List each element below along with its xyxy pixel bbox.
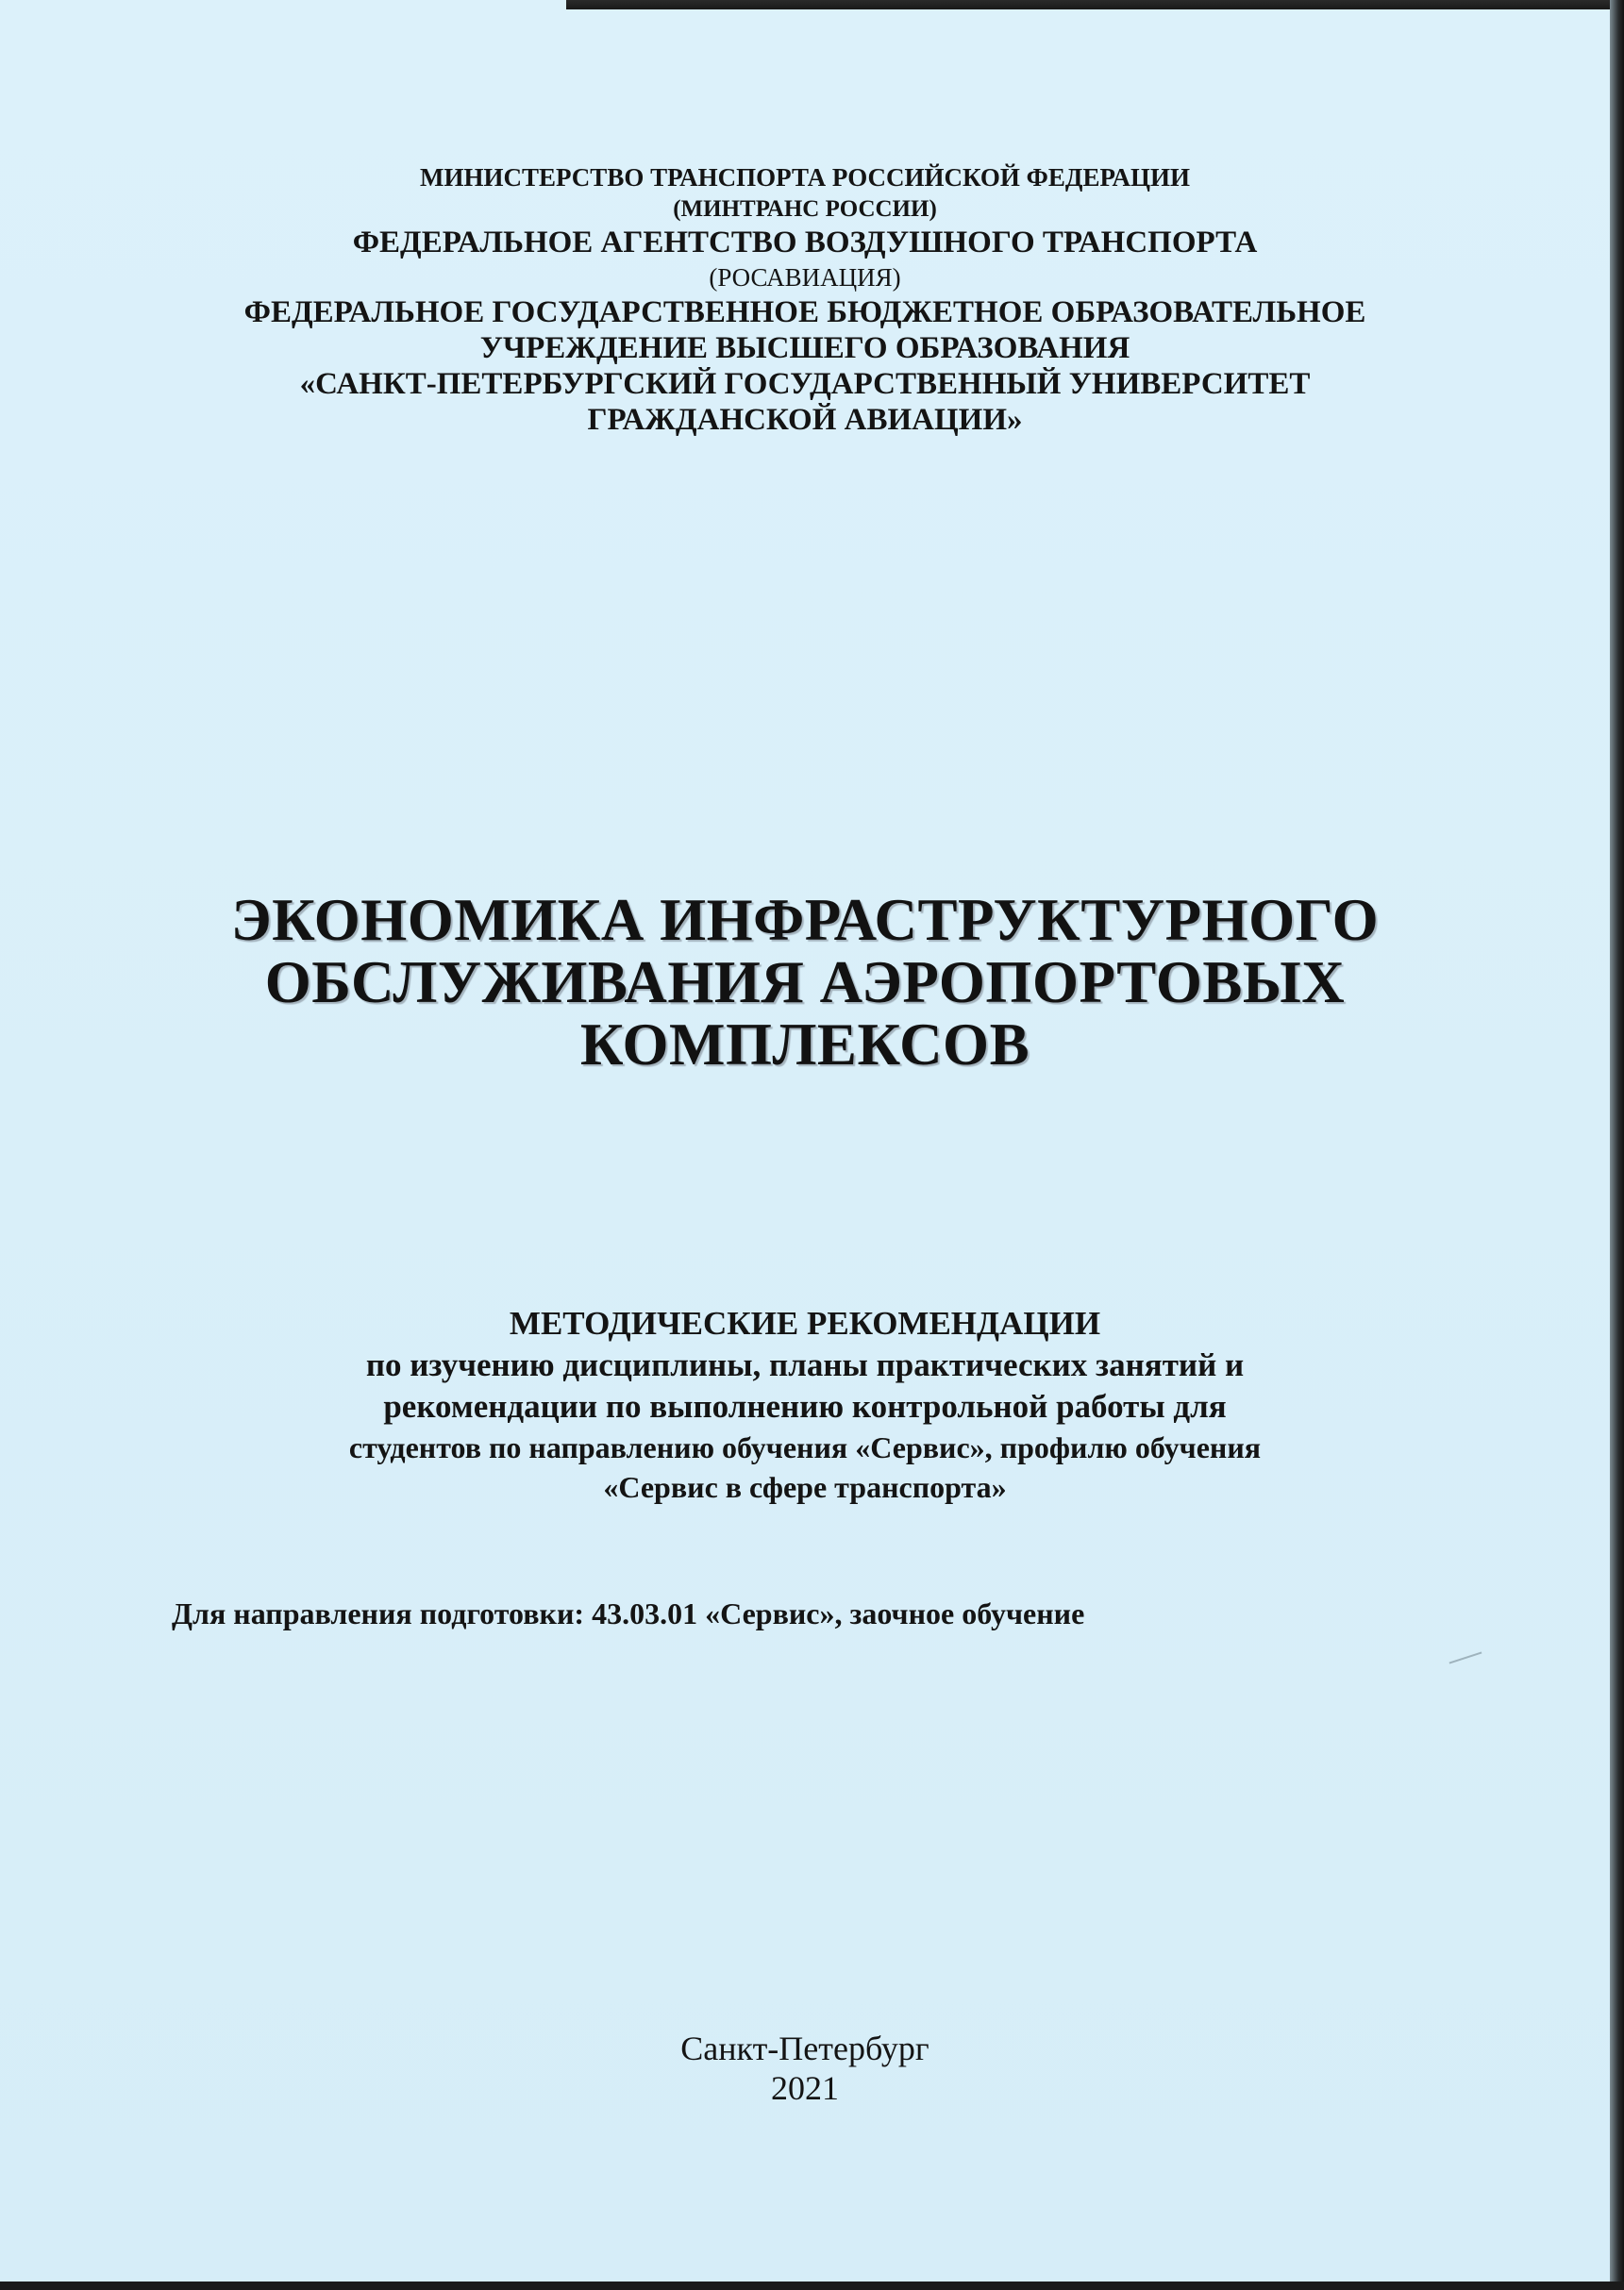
scan-right-edge	[1610, 0, 1624, 2290]
institution-type-line2: УЧРЕЖДЕНИЕ ВЫСШЕГО ОБРАЗОВАНИЯ	[479, 331, 1130, 365]
agency-short-name: (РОСАВИАЦИЯ)	[709, 263, 901, 292]
scan-bottom-edge	[0, 2282, 1624, 2290]
institution-type-line1: ФЕДЕРАЛЬНОЕ ГОСУДАРСТВЕННОЕ БЮДЖЕТНОЕ ОБРАЗОВАТЕЛЬНОЕ	[243, 295, 1366, 329]
ministry-short-name: (МИНТРАНС РОССИИ)	[673, 196, 937, 222]
title-line-3: КОМПЛЕКСОВ	[579, 1011, 1030, 1078]
study-direction: Для направления подготовки: 43.03.01 «Сервис», заочное обучение	[172, 1596, 1085, 1630]
agency-name: ФЕДЕРАЛЬНОЕ АГЕНТСТВО ВОЗДУШНОГО ТРАНСПОРТА	[352, 226, 1258, 259]
publication-year: 2021	[771, 2069, 839, 2107]
subtitle-line-3: рекомендации по выполнению контрольной работы для	[383, 1388, 1227, 1425]
university-name-line2: ГРАЖДАНСКОЙ АВИАЦИИ»	[587, 403, 1023, 437]
document-title	[0, 889, 1610, 1076]
document-subtitle	[0, 1302, 1610, 1507]
subtitle-line-4: студентов по направлению обучения «Сервис», профилю обучения	[348, 1430, 1262, 1464]
subtitle-line-2: по изучению дисциплины, планы практических занятий и	[365, 1346, 1245, 1383]
title-line-2: ОБСЛУЖИВАНИЯ АЭРОПОРТОВЫХ	[264, 949, 1346, 1015]
ministry-name: МИНИСТЕРСТВО ТРАНСПОРТА РОССИЙСКОЙ ФЕДЕРАЦИИ	[419, 163, 1191, 192]
publication-imprint	[0, 2029, 1610, 2108]
institution-header	[0, 162, 1610, 438]
subtitle-line-5: «Сервис в сфере транспорта»	[603, 1470, 1007, 1504]
scan-top-edge	[566, 0, 1624, 9]
subtitle-heading: МЕТОДИЧЕСКИЕ РЕКОМЕНДАЦИИ	[509, 1305, 1101, 1342]
paper-scratch-mark	[1449, 1651, 1482, 1663]
university-name-line1: «САНКТ-ПЕТЕРБУРГСКИЙ ГОСУДАРСТВЕННЫЙ УНИВЕРСИТЕТ	[299, 367, 1311, 401]
title-line-1: ЭКОНОМИКА ИНФРАСТРУКТУРНОГО	[230, 887, 1380, 953]
publication-city: Санкт-Петербург	[680, 2030, 929, 2067]
